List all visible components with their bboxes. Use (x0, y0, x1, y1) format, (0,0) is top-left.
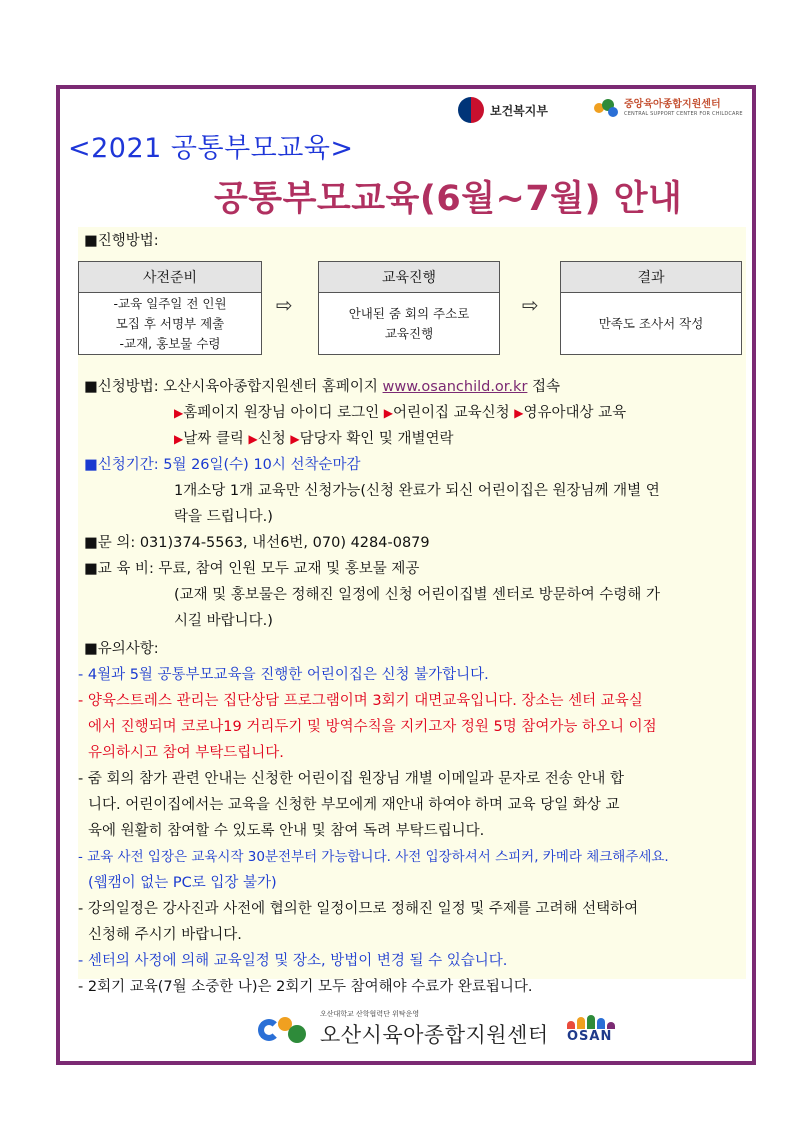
process-step-prep (78, 261, 262, 355)
process-step-result (560, 261, 742, 355)
central-center-logo (592, 97, 743, 119)
fee-note: 시길 바랍니다.) (174, 613, 273, 629)
note-item: - 4월과 5월 공통부모교육을 진행한 어린이집은 신청 불가합니다. (78, 667, 489, 683)
process-step-line: 만족도 조사서 작성 (598, 315, 704, 331)
note-item: - 강의일정은 강사진과 사전에 협의한 일정이므로 정해진 일정 및 주제를 고려해 선택하여 (78, 901, 639, 917)
process-step-title: 교육진행 (319, 262, 499, 293)
document-frame (56, 85, 756, 1065)
taegeuk-icon (458, 97, 484, 123)
process-step-line: 교육진행 (384, 325, 434, 341)
triangle-right-icon: ▶ (248, 432, 258, 446)
ministry-logo (458, 97, 548, 123)
triangle-right-icon: ▶ (174, 406, 184, 420)
apply-method: ■신청방법: 오산시육아종합지원센터 홈페이지 www.osanchild.or.kr 접속 (84, 379, 561, 395)
osan-city-name: OSAN (566, 1028, 613, 1044)
apply-period-note: 1개소당 1개 교육만 신청가능(신청 완료가 되신 어린이집은 원장님께 개별 연 (174, 483, 660, 499)
triangle-right-icon: ▶ (290, 432, 300, 446)
note-item: - 양육스트레스 관리는 집단상담 프로그램이며 3회기 대면교육입니다. 장소는 센터 교육실 (78, 693, 643, 709)
subtitle: <2021 공통부모교육> (68, 133, 354, 164)
central-center-english: CENTRAL SUPPORT CENTER FOR CHILDCARE (624, 110, 743, 117)
ministry-name: 보건복지부 (490, 103, 548, 118)
central-center-mark-icon (592, 97, 620, 119)
header-logos (458, 97, 748, 125)
process-step-run (318, 261, 500, 355)
triangle-right-icon: ▶ (383, 406, 393, 420)
process-step-line: -교재, 홍보물 수령 (119, 335, 221, 351)
note-item: 니다. 어린이집에서는 교육을 신청한 부모에게 재안내 하여야 하며 교육 당일 화상 교 (88, 797, 620, 813)
apply-period: ■신청기간: 5월 26일(수) 10시 선착순마감 (84, 457, 361, 473)
arrow-right-icon: ⇨ (276, 293, 293, 317)
content-area (78, 227, 746, 995)
contact-info: ■문 의: 031)374-5563, 내선6번, 070) 4284-0879 (84, 535, 430, 551)
apply-steps-row-2: ▶날짜 클릭 ▶신청 ▶담당자 확인 및 개별연락 (174, 431, 454, 447)
note-item: 육에 원활히 참여할 수 있도록 안내 및 참여 독려 부탁드립니다. (88, 823, 485, 839)
osan-city-logo (567, 1015, 613, 1044)
triangle-right-icon: ▶ (174, 432, 184, 446)
note-item: - 교육 사전 입장은 교육시작 30분전부터 가능합니다. 사전 입장하셔서 스피커, 카메라 체크해주세요. (78, 849, 669, 865)
apply-steps-row-1: ▶홈페이지 원장님 아이디 로그인 ▶어린이집 교육신청 ▶영유아대상 교육 (174, 405, 627, 421)
note-item: - 줌 회의 참가 관련 안내는 신청한 어린이집 원장님 개별 이메일과 문자로 전송 안내 합 (78, 771, 624, 787)
fee-note: (교재 및 홍보물은 정해진 일정에 신청 어린이집별 센터로 방문하여 수령해 가 (174, 587, 660, 603)
arrow-right-icon: ⇨ (522, 293, 539, 317)
footer-operator: 오산대학교 산학협력단 위탁운영 (320, 1010, 420, 1018)
footer-center-name: 오산시육아종합지원센터 (320, 1023, 549, 1047)
process-step-line: -교육 일주일 전 인원 (113, 295, 227, 311)
triangle-right-icon: ▶ (514, 406, 524, 420)
notes-heading: ■유의사항: (84, 641, 159, 657)
process-step-line: 안내된 줌 회의 주소로 (348, 305, 470, 321)
process-step-title: 사전준비 (79, 262, 261, 293)
process-step-line: 모집 후 서명부 제출 (115, 315, 225, 331)
process-step-title: 결과 (561, 262, 741, 293)
note-item: - 센터의 사정에 의해 교육일정 및 장소, 방법이 변경 될 수 있습니다. (78, 953, 508, 969)
note-item: (웹캠이 없는 PC로 입장 불가) (88, 875, 277, 891)
central-center-name: 중앙육아종합지원센터 (624, 98, 721, 110)
process-heading: ■진행방법: (84, 233, 159, 249)
note-item: 유의하시고 참여 부탁드립니다. (88, 745, 284, 761)
page-title: 공통부모교육(6월~7월) 안내 (214, 179, 683, 219)
note-item: 신청해 주시기 바랍니다. (88, 927, 242, 943)
footer-logo (256, 1009, 613, 1049)
apply-period-note: 락을 드립니다.) (174, 509, 273, 525)
osan-wave-icon (567, 1015, 613, 1029)
homepage-link[interactable]: www.osanchild.or.kr (382, 379, 528, 395)
osan-center-mark-icon (256, 1009, 312, 1049)
note-item: - 2회기 교육(7월 소중한 나)은 2회기 모두 참여해야 수료가 완료됩니다. (78, 979, 533, 995)
fee-info: ■교 육 비: 무료, 참여 인원 모두 교재 및 홍보물 제공 (84, 561, 420, 577)
note-item: 에서 진행되며 코로나19 거리두기 및 방역수칙을 지키고자 정원 5명 참여가능 하오니 이점 (88, 719, 657, 735)
